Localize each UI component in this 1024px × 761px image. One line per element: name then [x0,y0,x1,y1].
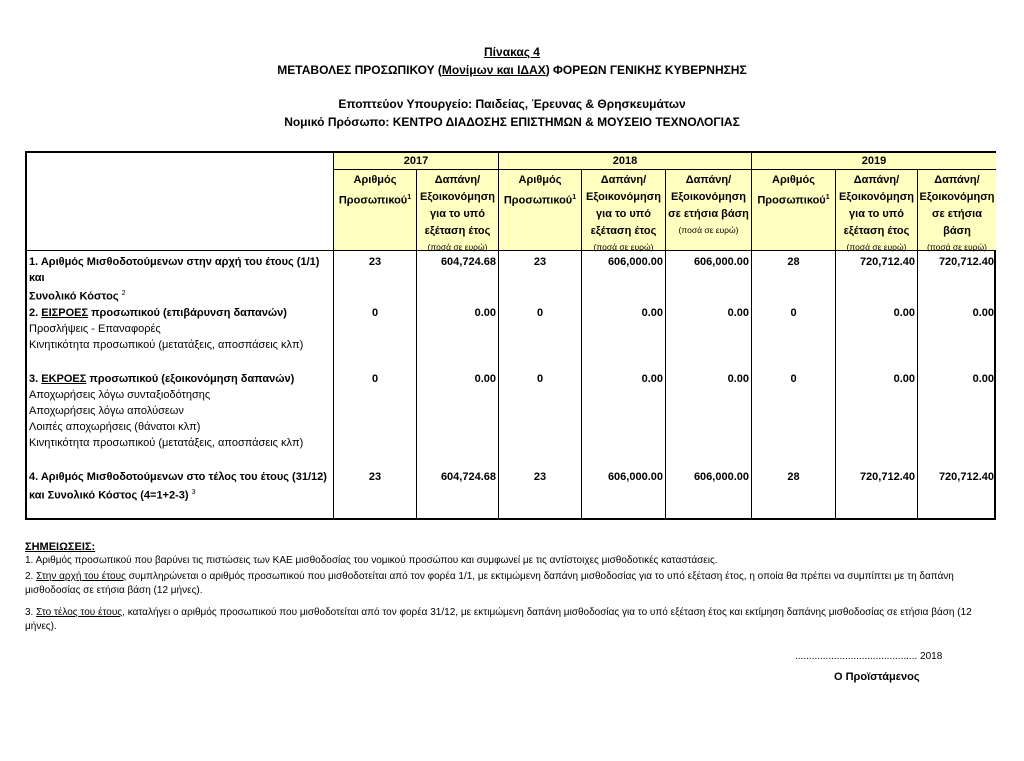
table-number: Πίνακας 4 [484,45,540,59]
year-2019: 2019 [861,155,887,167]
signature-role: Ο Προϊστάμενος [834,671,920,683]
year-2017: 2017 [403,155,429,167]
signature-date: ............................................ 2018 [795,651,943,662]
row-3-label: 3. ΕΚΡΟΕΣ προσωπικού (εξοικονόμηση δαπανών) Αποχωρήσεις λόγω συνταξιοδότησης Αποχωρήσεις λόγω απολύσεων Λοιπές αποχωρήσεις (θάνατοι κλπ) Κινητικότητα προσωπικού (μετατάξεις, αποσπάσεις κλπ) [29,373,304,449]
col-count-2019: Αριθμός Προσωπικού$^1$ [757,174,830,207]
col-annual-2018: Δαπάνη/ Εξοικονόμηση σε ετήσια βάση (ποσά σε ευρώ) [668,174,749,235]
note-2: 2. Στην αρχή του έτους συμπληρώνεται ο αριθμός προσωπικού που μισθοδοτείται από τον φορέα 1/1, με εκτιμώμενη δαπάνη μισθοδοσίας για το υπό εξέταση έτος, η οποία θα πρέπει να συμπίπτει με τη δαπάνη μισθοδοσίας σε ετήσια βάση (12 μήνες). [25,571,954,596]
entity-line: Νομικό Πρόσωπο: ΚΕΝΤΡΟ ΔΙΑΔΟΣΗΣ ΕΠΙΣΤΗΜΩΝ & ΜΟΥΣΕΙΟ ΤΕΧΝΟΛΟΓΙΑΣ [284,115,740,129]
col-cost-2019: Δαπάνη/ Εξοικονόμηση για το υπό εξέταση έτος (ποσά σε ευρώ) [839,174,914,252]
col-count-2018: Αριθμός Προσωπικού$^1$ [503,174,577,207]
row-2-label: 2. ΕΙΣΡΟΕΣ προσωπικού (επιβάρυνση δαπανών) Προσλήψεις - Επαναφορές Κινητικότητα προσωπικού (μετατάξεις, αποσπάσεις κλπ) [29,307,304,351]
row-4-label: 4. Αριθμός Μισθοδοτούμενων στο τέλος του έτους (31/12) και Συνολικό Κόστος (4=1+2-3) $^3$ [29,471,327,502]
year-2018: 2018 [612,155,638,167]
note-3: 3. Στο τέλος του έτους, καταλήγει ο αριθμός προσωπικού που μισθοδοτείται από τον φορέα 31/12, με εκτιμώμενη δαπάνη μισθοδοσίας για το υπό εξέταση έτος και εκτίμηση δαπάνης μισθοδοσίας σε ετήσια βάση (12 μήνες). [25,607,972,632]
col-annual-2019: Δαπάνη/ Εξοικονόμηση σε ετήσια βάση (ποσά σε ευρώ) [919,174,995,252]
row-1-label: 1. Αριθμός Μισθοδοτούμενων στην αρχή του έτους (1/1) και Συνολικό Κόστος $^2$ [29,256,320,303]
note-1: 1. Αριθμός προσωπικού που βαρύνει τις πιστώσεις των ΚΑΕ μισθοδοσίας του νομικού προσώπου και συμφωνεί με τις αντίστοιχες μισθοδοτικές καταστάσεις. [25,555,718,566]
notes-section [25,540,1000,634]
col-cost-2017: Δαπάνη/ Εξοικονόμηση για το υπό εξέταση έτος (ποσά σε ευρώ) [420,174,495,252]
notes-heading: ΣΗΜΕΙΩΣΕΙΣ: [25,541,96,553]
col-count-2017: Αριθμός Προσωπικού$^1$ [338,174,412,207]
personnel-table: 2017 2018 2019 Αριθμός Προσωπικού$^1$ Δαπάνη/ Εξοικονόμηση για το υπό εξέταση έτος (ποσά σε ευρώ) Αριθμός Προσωπικού$^1$ Δαπάνη/ Εξοικονόμηση για το υπό εξέταση έτος (ποσά σε ευρώ) Δαπάνη/ Εξοικονόμηση σε ετήσια βάση (ποσά σε ευρώ) Αριθμός Προσωπικού$^1$ Δαπάνη/ Εξοικονόμηση για το υπό εξέταση έτος (ποσά σε ευρώ) Δαπάνη/ Εξοικονόμηση σε ετήσια βάση (ποσά σε ευρώ) 1. Αριθμός Μισθοδοτούμενων στην αρχή του έτους (1/1) και Συνολικό Κόστος $^2$ 23 604,724.68 23 606,000.00 606,000.00 28 720,712.40 720,712.40 2. ΕΙΣΡΟΕΣ προσωπικού (επιβάρυνση δαπανών) Προσλήψεις - Επαναφορές Κινητικότητα προσωπικού (μετατάξεις, αποσπάσεις κλπ) 0 0.00 0 0.00 0.00 0 0.00 0.00 3. ΕΚΡΟΕΣ προσωπικού (εξοικονόμηση δαπανών) Αποχωρήσεις λόγω συνταξιοδότησης Αποχωρήσεις λόγω απολύσεων Λοιπές αποχωρήσεις (θάνατοι κλπ) Κινητικότητα προσωπικού (μετατάξεις, αποσπάσεις κλπ) 0 0.00 0 0.00 0.00 0 0.00 0.00 4. Αριθμός Μισθοδοτούμενων στο τέλος του έτους (31/12) και Συνολικό Κόστος (4=1+2-3) $^3$ 23 604,724.68 23 606,000.00 606,000.00 28 720,712.40 720,712.40 [25,151,996,520]
col-cost-2018: Δαπάνη/ Εξοικονόμηση για το υπό εξέταση έτος (ποσά σε ευρώ) [586,174,661,252]
ministry-line: Εποπτεύον Υπουργείο: Παιδείας, Έρευνας & Θρησκευμάτων [338,97,686,111]
table-title: ΜΕΤΑΒΟΛΕΣ ΠΡΟΣΩΠΙΚΟΥ (Μονίμων και ΙΔΑΧ) ΦΟΡΕΩΝ ΓΕΝΙΚΗΣ ΚΥΒΕΡΝΗΣΗΣ [277,63,747,77]
